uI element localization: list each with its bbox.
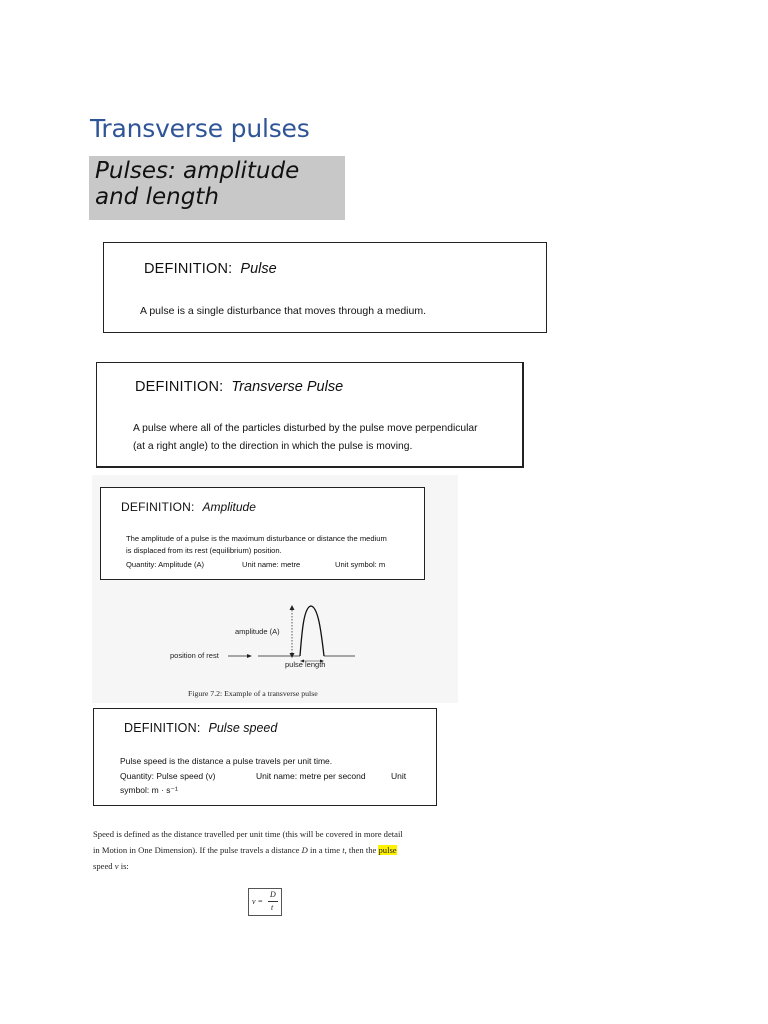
definition-line-1: The amplitude of a pulse is the maximum disturbance or distance the medium xyxy=(126,534,387,543)
amplitude-unit-symbol: Unit symbol: m xyxy=(335,560,386,569)
paragraph-line-3 xyxy=(93,858,443,874)
paragraph-text: is: xyxy=(118,861,129,871)
definition-line-2: (at a right angle) to the direction in which the pulse is moving. xyxy=(133,441,413,452)
definition-label: DEFINITION: xyxy=(124,721,201,735)
formula-numerator: D xyxy=(270,890,276,899)
definition-name: Amplitude xyxy=(202,500,256,514)
definition-line-1: A pulse where all of the particles disturbed by the pulse move perpendicular xyxy=(133,423,478,434)
amplitude-quantity: Quantity: Amplitude (A) xyxy=(126,560,205,569)
fraction-bar xyxy=(268,901,278,902)
definition-name: Pulse speed xyxy=(208,721,278,735)
speed-quantity: Quantity: Pulse speed (v) xyxy=(120,771,216,781)
definition-text: A pulse is a single disturbance that moves through a medium. xyxy=(140,305,426,317)
pulse-length-label: pulse length xyxy=(285,660,326,669)
definition-title xyxy=(135,379,343,395)
formula-lhs: v = xyxy=(252,897,263,906)
definition-line-2: is displaced from its rest (equilibrium) position. xyxy=(126,546,282,555)
paragraph-line-1: Speed is defined as the distance travelled per unit time (this will be covered in more detail xyxy=(93,829,403,839)
definition-title xyxy=(124,721,277,735)
page-title: Transverse pulses xyxy=(90,114,310,143)
paragraph-text: in a time xyxy=(307,845,343,855)
subtitle-text: Pulses: amplitude and length xyxy=(95,158,300,210)
amplitude-unit-name: Unit name: metre xyxy=(242,560,301,569)
formula-denominator: t xyxy=(271,903,274,912)
subtitle-box xyxy=(89,156,345,220)
definition-name: Transverse Pulse xyxy=(231,379,344,395)
highlighted-word: pulse xyxy=(378,845,397,855)
definition-pulse-speed xyxy=(93,708,437,806)
definition-transverse-pulse xyxy=(96,362,524,468)
variable-t: t xyxy=(342,845,345,855)
variable-v: v xyxy=(114,861,119,871)
paragraph-text: speed xyxy=(93,861,115,871)
definition-line-1: Pulse speed is the distance a pulse travels per unit time. xyxy=(120,756,333,766)
amplitude-label: amplitude (A) xyxy=(235,627,280,636)
speed-unit-name: Unit name: metre per second xyxy=(256,771,366,781)
paragraph-text: in Motion in One Dimension). If the pulse travels a distance xyxy=(93,845,302,855)
definition-name: Pulse xyxy=(240,261,277,277)
variable-d: D xyxy=(301,845,308,855)
paragraph-text: , then the xyxy=(344,845,379,855)
amplitude-arrow-down xyxy=(290,653,295,658)
rest-label: position of rest xyxy=(170,651,219,660)
figure-caption: Figure 7.2: Example of a transverse pulse xyxy=(188,689,318,698)
definition-label: DEFINITION: xyxy=(144,261,233,277)
speed-formula xyxy=(248,888,282,916)
rest-pointer-arrowhead xyxy=(247,654,252,658)
amplitude-arrow-up xyxy=(290,605,295,610)
definition-pulse xyxy=(103,242,547,333)
paragraph-line-2 xyxy=(93,842,443,858)
pulse-shape xyxy=(300,606,324,656)
definition-title xyxy=(121,500,256,514)
definition-label: DEFINITION: xyxy=(121,500,195,514)
definition-label: DEFINITION: xyxy=(135,379,224,395)
speed-paragraph xyxy=(93,826,443,874)
definition-title xyxy=(144,261,277,277)
definition-amplitude xyxy=(100,487,425,580)
speed-unit-symbol: symbol: m · s⁻¹ xyxy=(120,785,178,795)
speed-unit-word: Unit xyxy=(391,771,407,781)
